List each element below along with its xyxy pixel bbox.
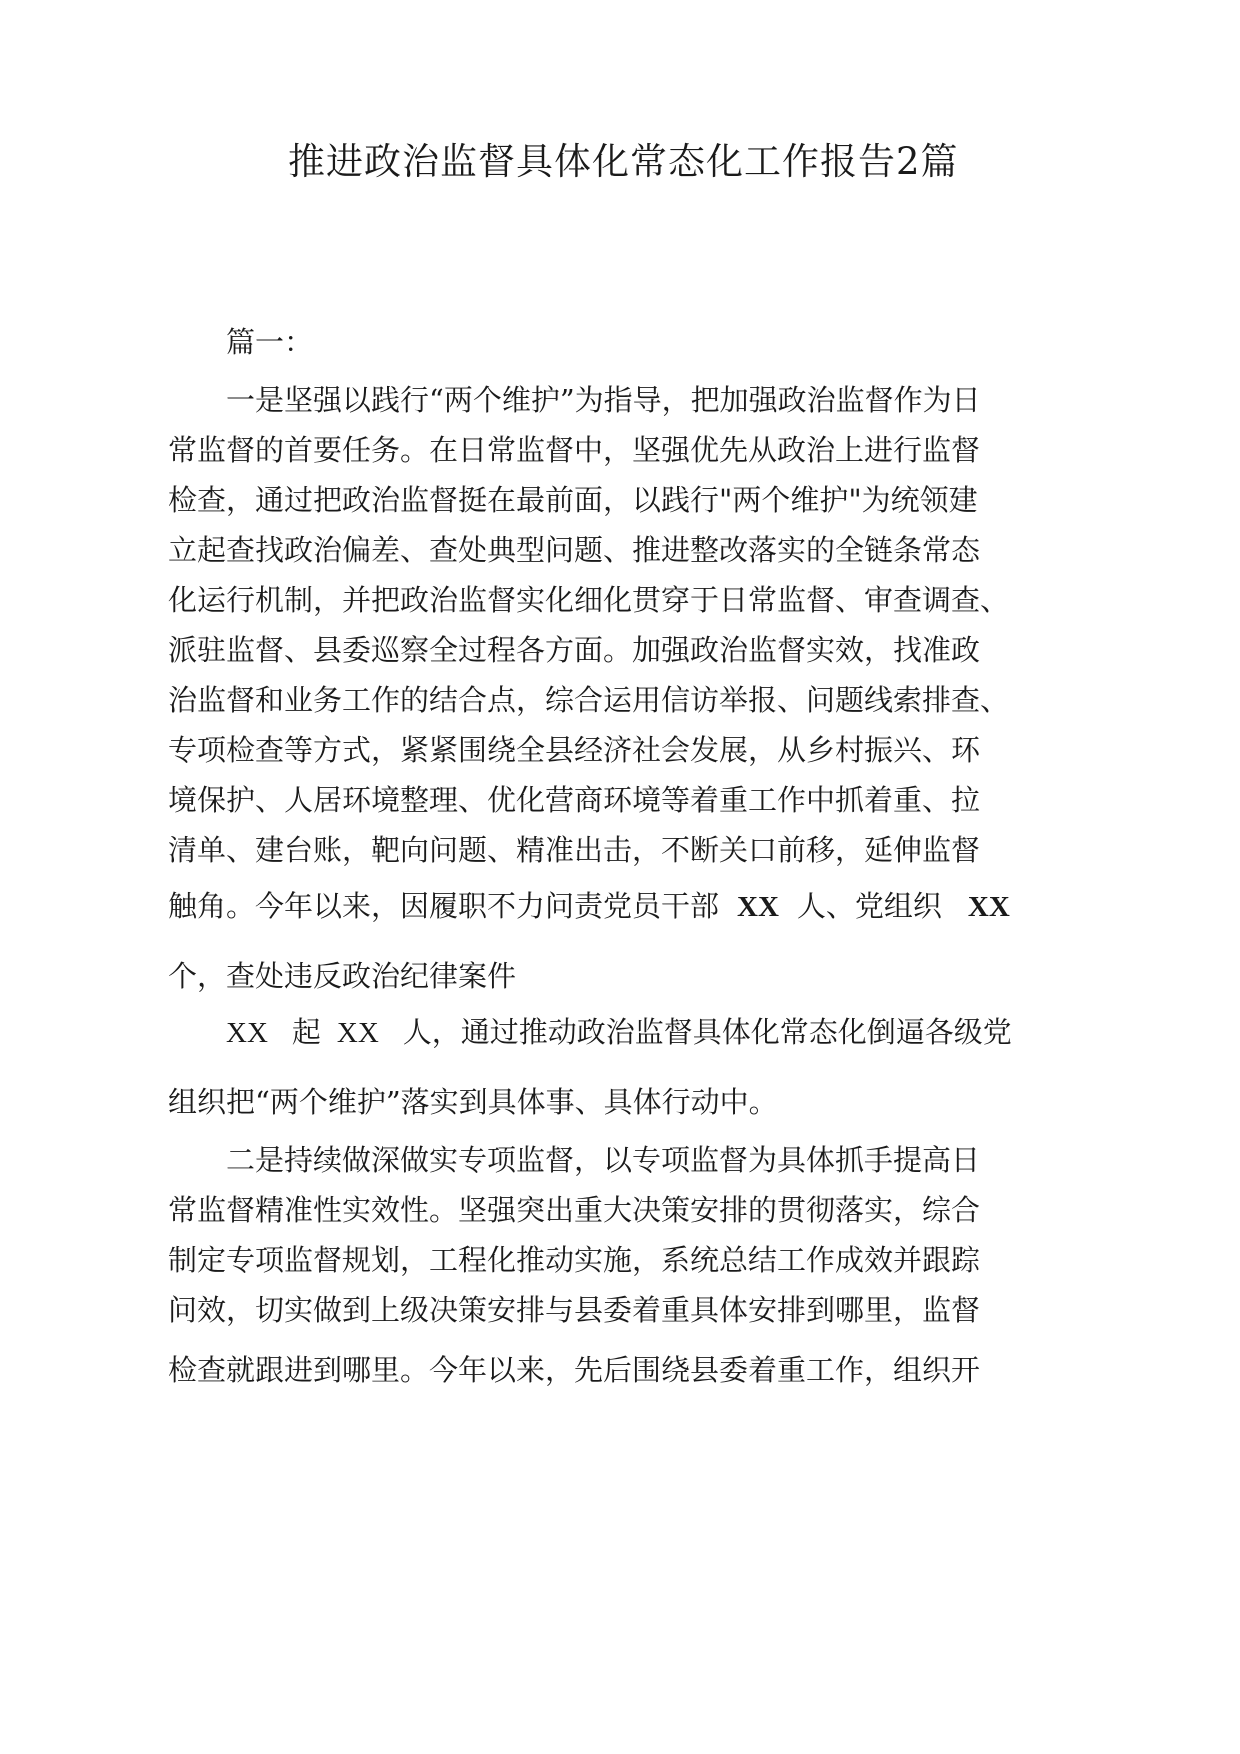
line-text: 人、党组织 [796,889,942,923]
paragraph-line: 常监督精准性实效性。坚强突出重大决策安排的贯彻落实，综合 [168,1193,981,1227]
paragraph-line: 立起查找政治偏差、查处典型问题、推进整改落实的全链条常态 [168,533,981,567]
line-text: 触角。今年以来，因履职不力问责党员干部 [168,889,720,923]
paragraph-line: 常监督的首要任务。在日常监督中，坚强优先从政治上进行监督 [168,433,981,467]
paragraph-line: 派驻监督、县委巡察全过程各方面。加强政治监督实效，找准政 [168,633,981,667]
section-label: 篇一： [226,325,314,359]
paragraph-line: 制定专项监督规划，工程化推动实施，系统总结工作成效并跟踪 [168,1243,981,1277]
line-text: 起 [291,1015,321,1049]
paragraph-line: 个，查处违反政治纪律案件 [168,959,517,993]
paragraph-line: 治监督和业务工作的结合点，综合运用信访举报、问题线索排查、 [168,683,1010,717]
paragraph-line: 化运行机制，并把政治监督实化细化贯穿于日常监督、审查调查、 [168,583,1010,617]
paragraph-line: 组织把“两个维护”落实到具体事、具体行动中。 [168,1085,778,1119]
paragraph-line [168,886,1010,927]
paragraph-line: 专项检查等方式，紧紧围绕全县经济社会发展，从乡村振兴、环 [168,733,981,767]
paragraph-line: 清单、建台账，靶向问题、精准出击，不断关口前移，延伸监督 [168,833,981,867]
paragraph-line: 境保护、人居环境整理、优化营商环境等着重工作中抓着重、拉 [168,783,981,817]
placeholder-count: XX [336,1017,379,1049]
line-text: 人，通过推动政治监督具体化常态化倒逼各级党 [402,1015,1012,1049]
paragraph-line [226,1012,1012,1053]
paragraph-line: 问效，切实做到上级决策安排与县委着重具体安排到哪里，监督 [168,1293,981,1327]
placeholder-count: XX [967,891,1010,923]
paragraph-line: 二是持续做深做实专项监督，以专项监督为具体抓手提高日 [226,1143,981,1177]
placeholder-count: XX [737,891,779,923]
document-title: 推进政治监督具体化常态化工作报告2篇 [288,140,959,183]
paragraph-line: 检查，通过把政治监督挺在最前面，以践行"两个维护"为统领建 [168,483,978,517]
paragraph-line: 检查就跟进到哪里。今年以来，先后围绕县委着重工作，组织开 [168,1353,981,1387]
placeholder-count: XX [226,1017,268,1049]
paragraph-line: 一是坚强以践行“两个维护”为指导，把加强政治监督作为日 [226,383,981,417]
